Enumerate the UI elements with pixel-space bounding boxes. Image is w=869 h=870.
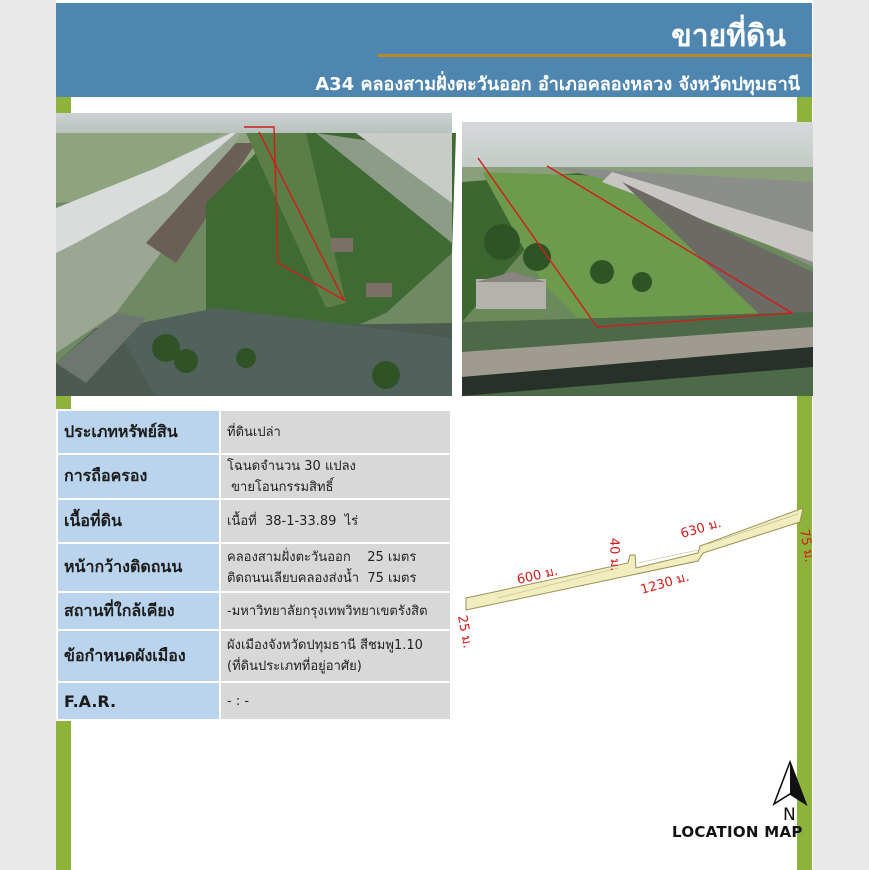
- value-line: ติดถนนเลียบคลองส่งน้ำ 75 เมตร: [227, 570, 417, 586]
- row-label-property-type: ประเภทหรัพย์สิน: [57, 410, 220, 454]
- row-label-road-frontage: หน้ากว้างติดถนน: [57, 543, 220, 592]
- value-line: (ที่ดินประเภทที่อยู่อาศัย): [227, 659, 362, 674]
- row-value-ownership: [220, 454, 451, 499]
- table-row: [57, 499, 451, 543]
- row-label-ownership: การถือครอง: [57, 454, 220, 499]
- table-row: [57, 454, 451, 499]
- value-line: ที่ดินเปล่า: [227, 424, 281, 440]
- row-label-land-area: เนื้อที่ดิน: [57, 499, 220, 543]
- table-row: [57, 682, 451, 720]
- dim-25m: 25 ม.: [454, 614, 475, 650]
- dim-630m: 630 ม.: [678, 515, 724, 542]
- row-value-road-frontage: [220, 543, 451, 592]
- aerial-photo-road-view: [462, 122, 813, 396]
- row-value-far: [220, 682, 451, 720]
- land-plot-shape: [466, 508, 803, 610]
- dim-600m: 600 ม.: [515, 563, 560, 588]
- page-title: ขายที่ดิน: [671, 19, 786, 54]
- location-map-label: LOCATION MAP: [672, 823, 803, 841]
- page-subtitle: A34 คลองสามฝั่งตะวันออก อำเภอคลองหลวง จังหวัดปทุมธานี: [315, 74, 800, 95]
- aerial-photo-canal-view: [56, 113, 452, 396]
- row-value-property-type: [220, 410, 451, 454]
- row-label-far: F.A.R.: [57, 682, 220, 720]
- table-row: [57, 630, 451, 682]
- north-label: N: [783, 805, 796, 825]
- row-value-land-area: [220, 499, 451, 543]
- table-row: [57, 410, 451, 454]
- table-row: [57, 543, 451, 592]
- property-info-table: [56, 409, 452, 721]
- plot-dimension-map: [454, 498, 817, 658]
- north-arrow-icon: [768, 760, 812, 825]
- header-banner: [56, 3, 812, 97]
- row-label-zoning: ข้อกำหนดผังเมือง: [57, 630, 220, 682]
- value-line: -มหาวิทยาลัยกรุงเทพวิทยาเขตรังสิต: [227, 603, 428, 619]
- value-line: ขายโอนกรรมสิทธิ์: [227, 479, 334, 495]
- table-row: [57, 592, 451, 630]
- dim-75m: 75 ม.: [796, 528, 817, 564]
- dim-40m: 40 ม.: [606, 537, 623, 572]
- value-line: เนื้อที่ 38-1-33.89 ไร่: [227, 513, 359, 529]
- row-value-zoning: [220, 630, 451, 682]
- value-line: - : -: [227, 693, 250, 709]
- row-value-nearby-places: [220, 592, 451, 630]
- dim-1230m: 1230 ม.: [638, 569, 692, 598]
- value-line: ผังเมืองจังหวัดปทุมธานี สีชมพู1.10: [227, 638, 423, 653]
- value-line: โฉนดจำนวน 30 แปลง: [227, 458, 356, 474]
- row-label-nearby-places: สถานที่ใกล้เคียง: [57, 592, 220, 630]
- value-line: คลองสามฝั่งตะวันออก 25 เมตร: [227, 549, 417, 565]
